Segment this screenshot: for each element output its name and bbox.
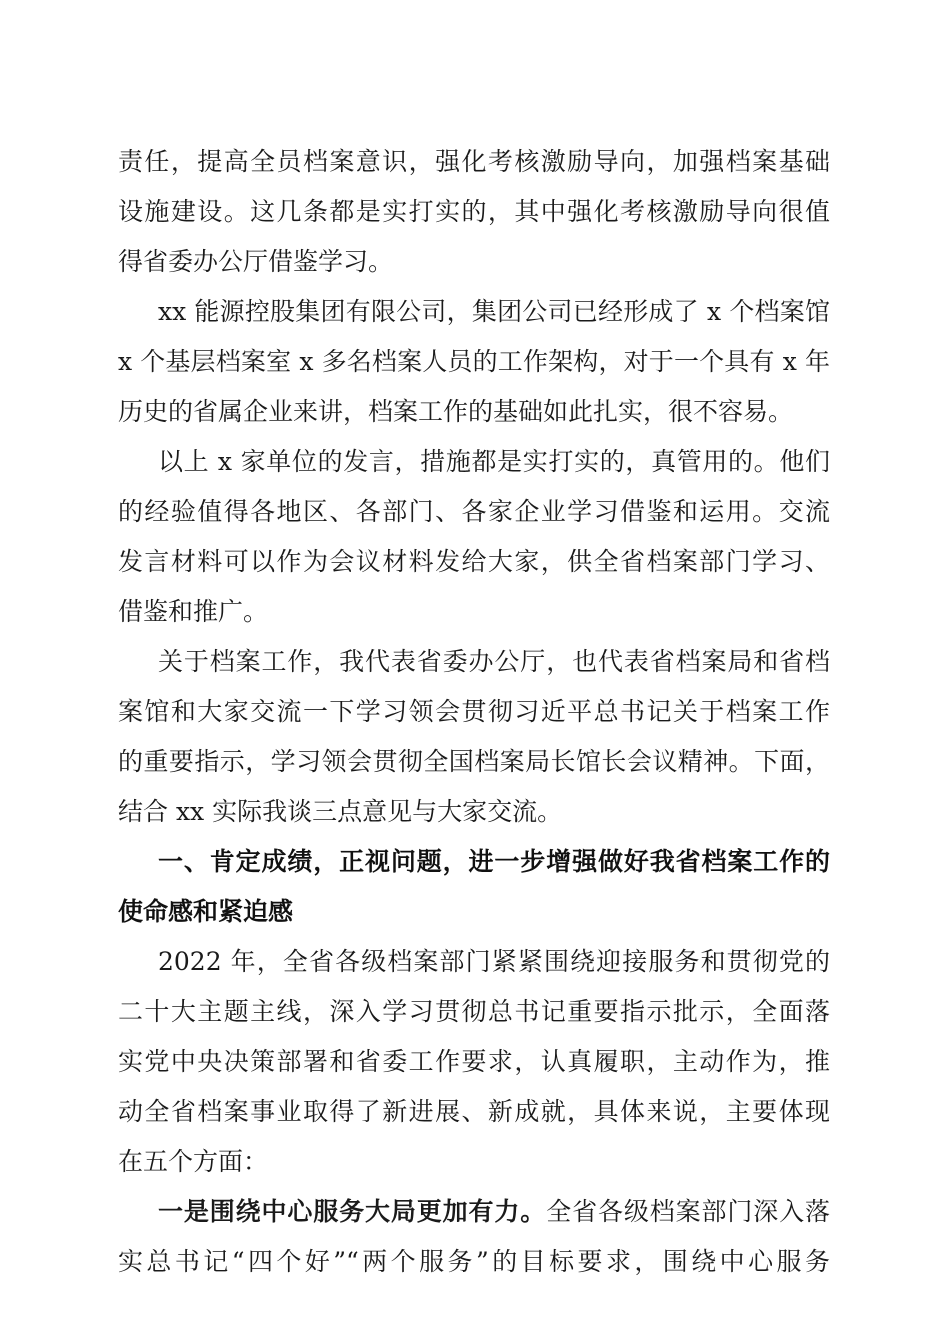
paragraph-line — [118, 1187, 830, 1237]
point-one-paragraph — [118, 1187, 830, 1287]
paragraph-line: 实党中央决策部署和省委工作要求，认真履职，主动作为，推 — [118, 1047, 830, 1076]
section-heading — [118, 837, 830, 937]
paragraph-line: 二十大主题主线，深入学习贯彻总书记重要指示批示，全面落 — [118, 997, 830, 1026]
paragraph-1 — [118, 137, 830, 287]
paragraph-4 — [118, 637, 830, 837]
paragraph-line: 关于档案工作，我代表省委办公厅，也代表省档案局和省档 — [158, 647, 830, 676]
paragraph-line: 责任，提高全员档案意识，强化考核激励导向，加强档案基础 — [118, 147, 830, 176]
paragraph-line: 发言材料可以作为会议材料发给大家，供全省档案部门学习、 — [118, 547, 830, 576]
paragraph-line: 得省委办公厅借鉴学习。 — [118, 247, 394, 276]
paragraph-line: 历史的省属企业来讲，档案工作的基础如此扎实，很不容易。 — [118, 397, 794, 426]
paragraph-line: 的重要指示，学习领会贯彻全国档案局长馆长会议精神。下面， — [118, 747, 830, 776]
paragraph-2 — [118, 287, 830, 437]
paragraph-line: 借鉴和推广。 — [118, 597, 269, 626]
document-body — [118, 137, 830, 1287]
paragraph-line: xx 能源控股集团有限公司，集团公司已经形成了 x 个档案馆 — [158, 297, 830, 326]
section-paragraph — [118, 937, 830, 1187]
paragraph-line: 在五个方面： — [118, 1147, 269, 1176]
paragraph-line: 结合 xx 实际我谈三点意见与大家交流。 — [118, 797, 563, 826]
heading-line: 使命感和紧迫感 — [118, 897, 294, 926]
paragraph-line: 设施建设。这几条都是实打实的，其中强化考核激励导向很值 — [118, 197, 830, 226]
paragraph-line: 的经验值得各地区、各部门、各家企业学习借鉴和运用。交流 — [118, 497, 830, 526]
paragraph-line: 案馆和大家交流一下学习领会贯彻习近平总书记关于档案工作 — [118, 697, 830, 726]
heading-line: 一、肯定成绩，正视问题，进一步增强做好我省档案工作的 — [158, 847, 830, 876]
point-one-text: 全省各级档案部门深入落 — [546, 1197, 830, 1226]
paragraph-line: 动全省档案事业取得了新进展、新成就，具体来说，主要体现 — [118, 1097, 830, 1126]
paragraph-3 — [118, 437, 830, 637]
paragraph-line: 实总书记“四个好”“两个服务”的目标要求，围绕中心服务 — [118, 1247, 830, 1276]
paragraph-line: 2022 年，全省各级档案部门紧紧围绕迎接服务和贯彻党的 — [158, 947, 830, 976]
point-one-lead: 一是围绕中心服务大局更加有力。 — [158, 1197, 547, 1226]
paragraph-line: x 个基层档案室 x 多名档案人员的工作架构，对于一个具有 x 年 — [118, 347, 830, 376]
paragraph-line: 以上 x 家单位的发言，措施都是实打实的，真管用的。他们 — [158, 447, 830, 476]
